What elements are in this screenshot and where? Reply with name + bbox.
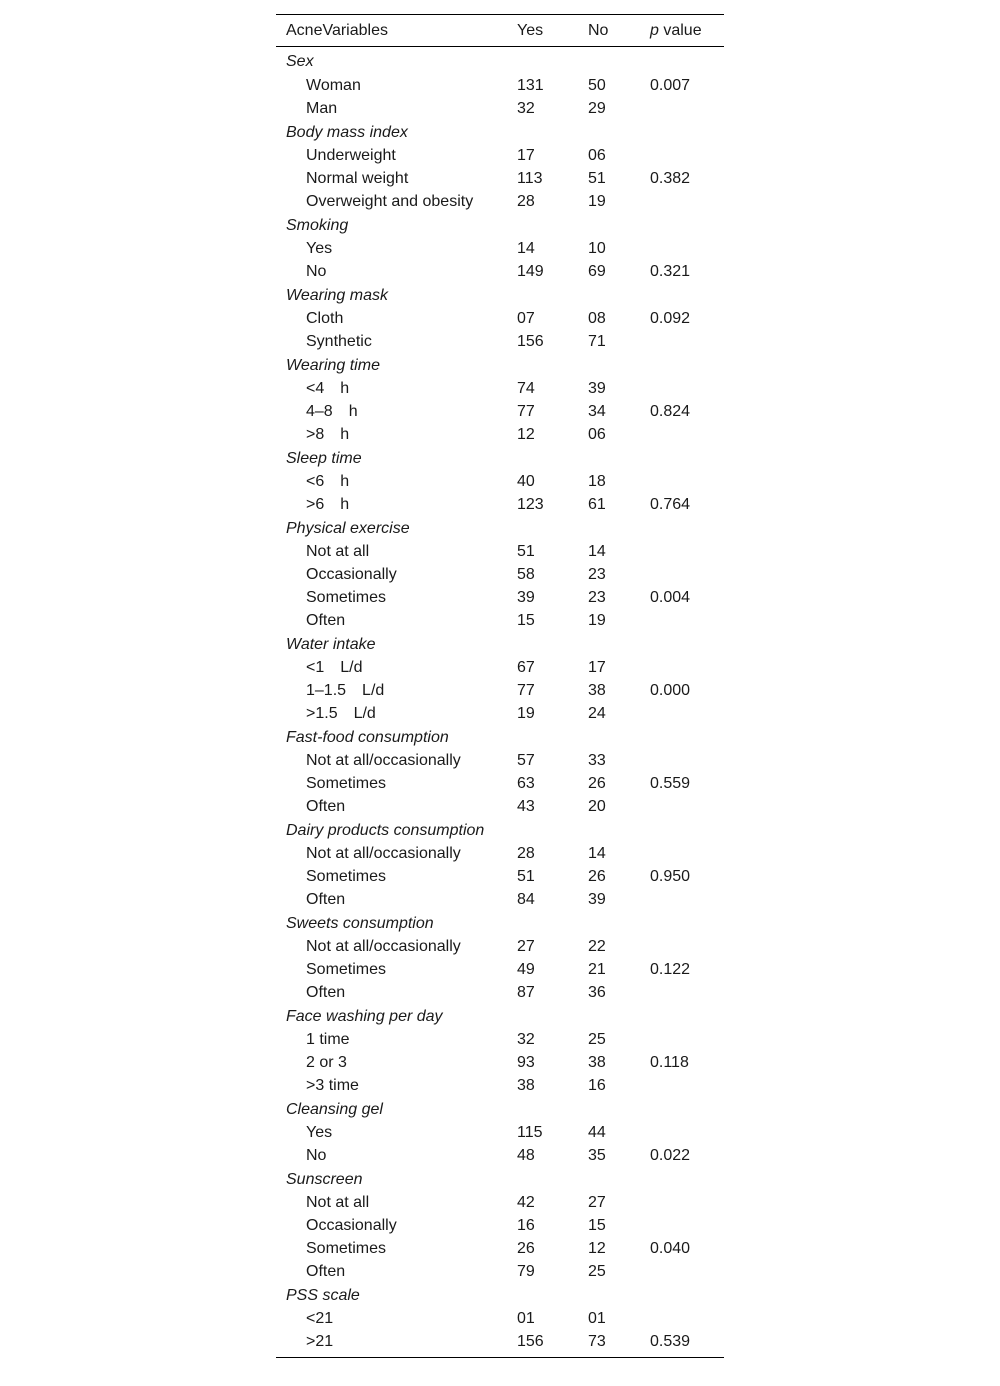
group-header-row — [276, 353, 724, 377]
table-row — [276, 330, 724, 353]
table-row — [276, 423, 724, 446]
group-label: PSS scale — [286, 1286, 360, 1304]
row-p-value: 0.539 — [650, 1333, 691, 1350]
row-label: Woman — [306, 77, 361, 94]
row-yes-count: 48 — [517, 1147, 535, 1164]
group-label: Cleansing gel — [286, 1100, 383, 1118]
row-yes-count: 77 — [517, 682, 535, 699]
table-row — [276, 540, 724, 563]
group-header-row — [276, 1004, 724, 1028]
table-row — [276, 749, 724, 772]
table-row — [276, 702, 724, 725]
row-no-count: 21 — [588, 961, 606, 978]
row-yes-count: 113 — [517, 170, 543, 187]
row-no-count: 08 — [588, 310, 606, 327]
row-label: <1 L/d — [306, 659, 363, 676]
table-row — [276, 563, 724, 586]
row-p-value: 0.321 — [650, 263, 691, 280]
row-label: Yes — [306, 1124, 333, 1141]
row-no-count: 22 — [588, 938, 606, 955]
row-no-count: 27 — [588, 1194, 606, 1211]
row-label: 1 time — [306, 1031, 350, 1048]
row-p-value — [640, 563, 724, 586]
row-label: Man — [306, 100, 338, 117]
group-label: Dairy products consumption — [286, 821, 485, 839]
row-label: Sometimes — [306, 589, 387, 606]
row-yes-count: 17 — [517, 147, 535, 164]
header-p-suffix: value — [658, 21, 702, 39]
row-no-count: 33 — [588, 752, 606, 769]
row-p-value — [640, 981, 724, 1004]
row-yes-count: 19 — [517, 705, 535, 722]
row-p-value — [640, 1191, 724, 1214]
row-p-value — [640, 795, 724, 818]
row-yes-count: 115 — [517, 1124, 543, 1141]
table-row — [276, 1330, 724, 1358]
row-p-value — [640, 423, 724, 446]
group-header-row — [276, 213, 724, 237]
row-p-value — [640, 609, 724, 632]
group-label: Wearing time — [286, 356, 380, 374]
row-label: Not at all/occasionally — [306, 752, 461, 769]
row-yes-count: 40 — [517, 473, 535, 490]
row-yes-count: 58 — [517, 566, 535, 583]
row-yes-count: 15 — [517, 612, 535, 629]
table-row — [276, 981, 724, 1004]
row-no-count: 35 — [588, 1147, 606, 1164]
row-label: >8 h — [306, 426, 350, 443]
row-p-value: 0.040 — [650, 1240, 691, 1257]
table-row — [276, 958, 724, 981]
row-no-count: 24 — [588, 705, 606, 722]
table-row — [276, 167, 724, 190]
row-label: Often — [306, 612, 346, 629]
group-label: Face washing per day — [286, 1007, 443, 1025]
row-label: No — [306, 263, 327, 280]
row-no-count: 29 — [588, 100, 606, 117]
acne-variables-table-container — [276, 14, 724, 1358]
row-no-count: 23 — [588, 589, 606, 606]
table-row — [276, 470, 724, 493]
group-header-row — [276, 632, 724, 656]
row-no-count: 06 — [588, 147, 606, 164]
header-variable: AcneVariables — [286, 21, 388, 39]
row-yes-count: 149 — [517, 263, 544, 280]
row-yes-count: 63 — [517, 775, 535, 792]
row-label: Underweight — [306, 147, 396, 164]
row-label: 1–1.5 L/d — [306, 682, 385, 699]
table-row — [276, 1237, 724, 1260]
group-header-row — [276, 818, 724, 842]
row-yes-count: 123 — [517, 496, 544, 513]
group-header-row — [276, 283, 724, 307]
row-yes-count: 74 — [517, 380, 535, 397]
row-label: Normal weight — [306, 170, 409, 187]
row-p-value: 0.764 — [650, 496, 691, 513]
table-row — [276, 260, 724, 283]
row-label: >3 time — [306, 1077, 359, 1094]
row-no-count: 18 — [588, 473, 606, 490]
table-row — [276, 1074, 724, 1097]
group-label: Fast-food consumption — [286, 728, 449, 746]
group-label: Water intake — [286, 635, 376, 653]
row-yes-count: 27 — [517, 938, 535, 955]
group-header-row — [276, 911, 724, 935]
row-p-value — [640, 1028, 724, 1051]
row-yes-count: 14 — [517, 240, 535, 257]
group-header-row — [276, 47, 724, 75]
table-row — [276, 97, 724, 120]
row-yes-count: 32 — [517, 100, 535, 117]
row-p-value — [640, 237, 724, 260]
table-row — [276, 1121, 724, 1144]
row-no-count: 34 — [588, 403, 606, 420]
row-label: Sometimes — [306, 868, 387, 885]
row-no-count: 73 — [588, 1333, 606, 1350]
row-yes-count: 77 — [517, 403, 535, 420]
row-label: >6 h — [306, 496, 350, 513]
row-p-value: 0.382 — [650, 170, 691, 187]
row-p-value — [640, 1214, 724, 1237]
row-no-count: 71 — [588, 333, 606, 350]
row-label: Sometimes — [306, 961, 387, 978]
row-p-value: 0.559 — [650, 775, 691, 792]
row-p-value — [640, 1121, 724, 1144]
row-no-count: 51 — [588, 170, 606, 187]
table-row — [276, 865, 724, 888]
row-no-count: 01 — [588, 1310, 606, 1327]
row-no-count: 36 — [588, 984, 606, 1001]
row-label: No — [306, 1147, 327, 1164]
row-no-count: 25 — [588, 1263, 606, 1280]
table-row — [276, 1260, 724, 1283]
row-label: Overweight and obesity — [306, 193, 474, 210]
row-yes-count: 07 — [517, 310, 535, 327]
row-label: Occasionally — [306, 566, 397, 583]
row-no-count: 12 — [588, 1240, 606, 1257]
table-header — [276, 15, 724, 47]
row-p-value — [640, 702, 724, 725]
row-yes-count: 01 — [517, 1310, 535, 1327]
table-row — [276, 842, 724, 865]
row-label: Synthetic — [306, 333, 372, 350]
row-no-count: 19 — [588, 193, 606, 210]
row-p-value — [640, 97, 724, 120]
table-row — [276, 656, 724, 679]
row-no-count: 25 — [588, 1031, 606, 1048]
row-yes-count: 26 — [517, 1240, 535, 1257]
row-no-count: 06 — [588, 426, 606, 443]
table-row — [276, 1028, 724, 1051]
row-no-count: 69 — [588, 263, 606, 280]
row-label: >1.5 L/d — [306, 705, 376, 722]
row-p-value — [640, 935, 724, 958]
row-label: Often — [306, 891, 346, 908]
table-row — [276, 609, 724, 632]
header-p-value — [640, 15, 724, 47]
row-label: <21 — [306, 1310, 334, 1327]
row-label: <4 h — [306, 380, 350, 397]
row-label: Often — [306, 984, 346, 1001]
row-yes-count: 12 — [517, 426, 535, 443]
row-p-value: 0.004 — [650, 589, 691, 606]
row-label: Often — [306, 798, 346, 815]
row-yes-count: 49 — [517, 961, 535, 978]
row-yes-count: 16 — [517, 1217, 535, 1234]
table-row — [276, 1307, 724, 1330]
row-no-count: 38 — [588, 1054, 606, 1071]
row-no-count: 14 — [588, 543, 606, 560]
row-p-value — [640, 144, 724, 167]
table-row — [276, 377, 724, 400]
table-row — [276, 307, 724, 330]
row-no-count: 39 — [588, 891, 606, 908]
row-no-count: 23 — [588, 566, 606, 583]
table-row — [276, 400, 724, 423]
row-yes-count: 28 — [517, 845, 535, 862]
row-p-value: 0.118 — [650, 1054, 689, 1071]
group-label: Sex — [286, 53, 314, 70]
row-p-value — [640, 540, 724, 563]
row-label: Not at all/occasionally — [306, 938, 461, 955]
group-header-row — [276, 120, 724, 144]
table-row — [276, 888, 724, 911]
row-p-value: 0.007 — [650, 77, 691, 94]
row-p-value: 0.950 — [650, 868, 691, 885]
row-no-count: 17 — [588, 659, 606, 676]
table-row — [276, 1214, 724, 1237]
row-p-value — [640, 1307, 724, 1330]
row-no-count: 61 — [588, 496, 606, 513]
row-label: 2 or 3 — [306, 1054, 347, 1071]
group-header-row — [276, 1167, 724, 1191]
group-header-row — [276, 725, 724, 749]
group-label: Physical exercise — [286, 519, 410, 537]
table-row — [276, 1191, 724, 1214]
row-yes-count: 43 — [517, 798, 535, 815]
row-p-value — [640, 1074, 724, 1097]
row-yes-count: 28 — [517, 193, 535, 210]
table-row — [276, 795, 724, 818]
row-yes-count: 39 — [517, 589, 535, 606]
group-label: Body mass index — [286, 123, 408, 141]
row-yes-count: 51 — [517, 868, 535, 885]
row-p-value: 0.122 — [650, 961, 691, 978]
row-yes-count: 38 — [517, 1077, 535, 1094]
row-label: Yes — [306, 240, 333, 257]
row-p-value — [640, 330, 724, 353]
row-no-count: 39 — [588, 380, 606, 397]
row-no-count: 10 — [588, 240, 606, 257]
group-label: Sweets consumption — [286, 914, 434, 932]
group-label: Sunscreen — [286, 1170, 363, 1188]
row-yes-count: 67 — [517, 659, 535, 676]
row-p-value: 0.092 — [650, 310, 691, 327]
row-no-count: 14 — [588, 845, 606, 862]
group-label: Smoking — [286, 216, 349, 234]
row-no-count: 15 — [588, 1217, 606, 1234]
header-no: No — [588, 21, 609, 39]
row-label: >21 — [306, 1333, 334, 1350]
row-no-count: 26 — [588, 868, 606, 885]
group-label: Sleep time — [286, 449, 362, 467]
row-p-value — [640, 888, 724, 911]
table-row — [276, 144, 724, 167]
row-yes-count: 87 — [517, 984, 535, 1001]
row-yes-count: 93 — [517, 1054, 535, 1071]
row-label: 4–8 h — [306, 403, 358, 420]
row-p-value: 0.000 — [650, 682, 691, 699]
row-p-value — [640, 656, 724, 679]
row-p-value — [640, 190, 724, 213]
row-label: Not at all — [306, 1194, 370, 1211]
row-yes-count: 79 — [517, 1263, 535, 1280]
row-label: Sometimes — [306, 775, 387, 792]
header-row — [276, 15, 724, 47]
row-p-value — [640, 377, 724, 400]
row-no-count: 20 — [588, 798, 606, 815]
table-row — [276, 1144, 724, 1167]
row-no-count: 50 — [588, 77, 606, 94]
row-yes-count: 32 — [517, 1031, 535, 1048]
row-no-count: 19 — [588, 612, 606, 629]
group-header-row — [276, 446, 724, 470]
row-yes-count: 156 — [517, 333, 544, 350]
table-body — [276, 47, 724, 1358]
row-yes-count: 156 — [517, 1333, 544, 1350]
header-yes: Yes — [517, 21, 544, 39]
row-p-value — [640, 842, 724, 865]
table-row — [276, 935, 724, 958]
group-header-row — [276, 1283, 724, 1307]
row-yes-count: 57 — [517, 752, 535, 769]
row-label: Not at all — [306, 543, 370, 560]
acne-variables-table — [276, 14, 724, 1358]
row-label: Sometimes — [306, 1240, 387, 1257]
row-label: Occasionally — [306, 1217, 397, 1234]
row-p-value: 0.022 — [650, 1147, 691, 1164]
header-p-letter: p — [650, 21, 659, 39]
row-no-count: 26 — [588, 775, 606, 792]
group-header-row — [276, 1097, 724, 1121]
row-p-value — [640, 470, 724, 493]
table-row — [276, 74, 724, 97]
row-label: Often — [306, 1263, 346, 1280]
table-row — [276, 493, 724, 516]
group-header-row — [276, 516, 724, 540]
table-row — [276, 586, 724, 609]
row-label: Cloth — [306, 310, 344, 327]
group-label: Wearing mask — [286, 286, 388, 304]
row-label: Not at all/occasionally — [306, 845, 461, 862]
row-no-count: 16 — [588, 1077, 606, 1094]
table-row — [276, 772, 724, 795]
table-row — [276, 1051, 724, 1074]
row-yes-count: 131 — [517, 77, 544, 94]
row-yes-count: 51 — [517, 543, 535, 560]
row-label: <6 h — [306, 473, 350, 490]
row-no-count: 38 — [588, 682, 606, 699]
table-row — [276, 679, 724, 702]
row-p-value — [640, 1260, 724, 1283]
row-yes-count: 42 — [517, 1194, 535, 1211]
row-p-value: 0.824 — [650, 403, 691, 420]
row-no-count: 44 — [588, 1124, 606, 1141]
row-p-value — [640, 749, 724, 772]
table-row — [276, 237, 724, 260]
row-yes-count: 84 — [517, 891, 535, 908]
table-row — [276, 190, 724, 213]
